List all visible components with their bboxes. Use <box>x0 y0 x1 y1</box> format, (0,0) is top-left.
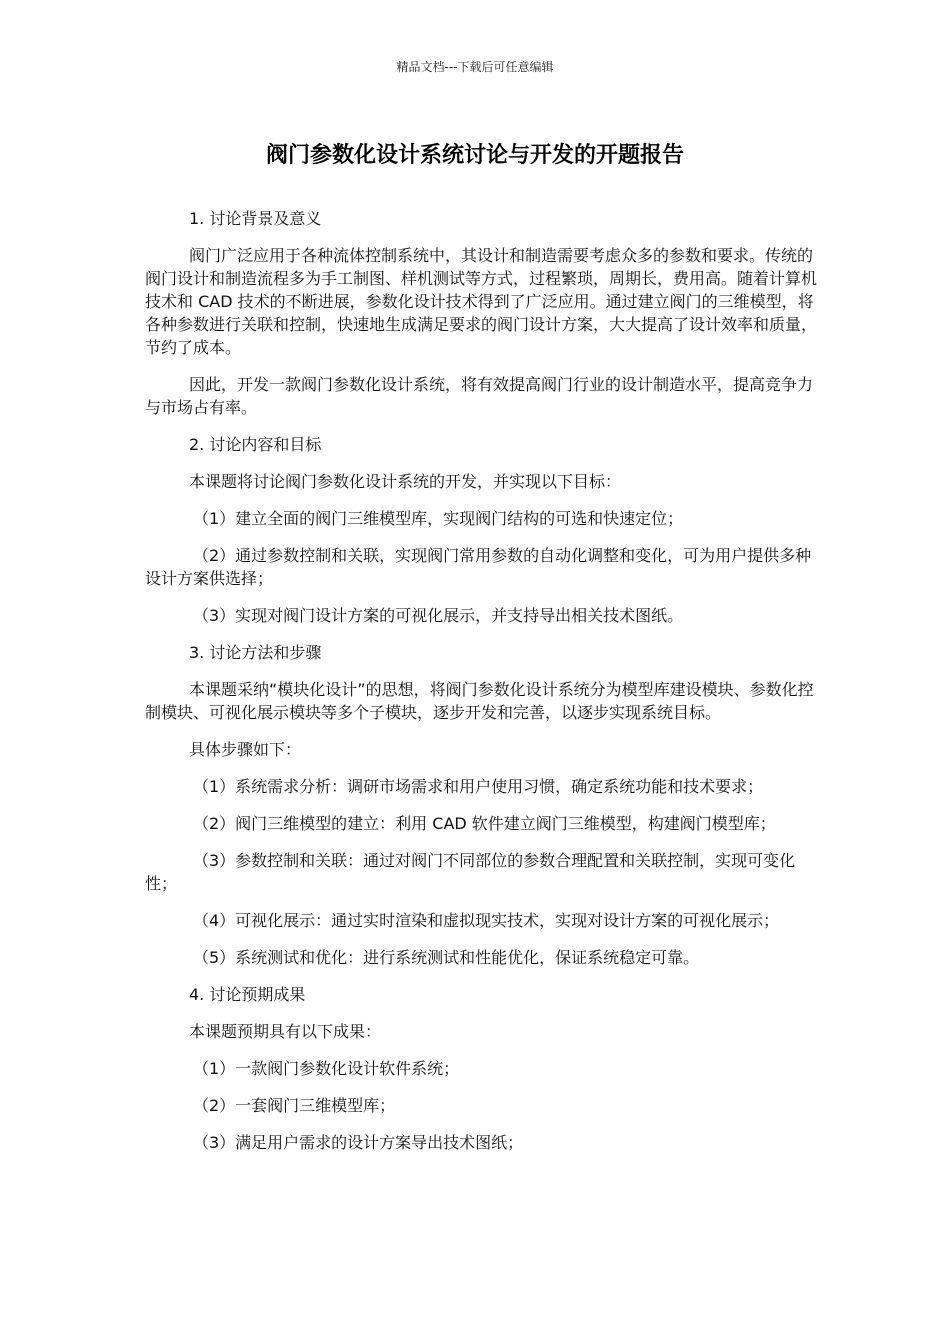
section-heading-1: 1. 讨论背景及意义 <box>189 209 322 228</box>
list-item: （1）一款阀门参数化设计软件系统； <box>193 1059 460 1078</box>
paragraph: 具体步骤如下： <box>189 740 302 759</box>
paragraph: 本课题采纳“模块化设计”的思想，将阀门参数化设计系统分为模型库建设模块、参数化控制模块、可视化展示模块等多个子模块，逐步开发和完善，以逐步实现系统目标。 <box>145 680 814 722</box>
section-heading-2: 2. 讨论内容和目标 <box>189 435 322 454</box>
list-item: （3）参数控制和关联：通过对阀门不同部位的参数合理配置和关联控制，实现可变化性； <box>145 851 796 893</box>
list-item: （1）系统需求分析：调研市场需求和用户使用习惯，确定系统功能和技术要求； <box>193 777 764 796</box>
list-item: （2）一套阀门三维模型库； <box>193 1096 396 1115</box>
document-title: 阀门参数化设计系统讨论与开发的开题报告 <box>265 143 684 168</box>
list-item: （4）可视化展示：通过实时渲染和虚拟现实技术，实现对设计方案的可视化展示； <box>193 911 780 930</box>
list-item: （3）实现对阀门设计方案的可视化展示，并支持导出相关技术图纸。 <box>193 606 684 625</box>
paragraph: 本课题预期具有以下成果： <box>189 1022 382 1041</box>
list-item: （2）阀门三维模型的建立：利用 CAD 软件建立阀门三维模型，构建阀门模型库； <box>193 814 776 833</box>
paragraph: 阀门广泛应用于各种流体控制系统中，其设计和制造需要考虑众多的参数和要求。传统的阀门设计和制造流程多为手工制图、样机测试等方式，过程繁琐，周期长，费用高。随着计算机技术和 CAD 技术的不断进展，参数化设计技术得到了广泛应用。通过建立阀门的三维模型，将各种参数进行关联和控制，快速地生成满足要求的阀门设计方案，大大提高了设计效率和质量，节约了成本。 <box>145 246 818 357</box>
list-item: （5）系统测试和优化：进行系统测试和性能优化，保证系统稳定可靠。 <box>193 948 700 967</box>
list-item: （2）通过参数控制和关联，实现阀门常用参数的自动化调整和变化，可为用户提供多种设计方案供选择； <box>145 546 812 588</box>
section-heading-4: 4. 讨论预期成果 <box>189 985 306 1004</box>
page-header: 精品文档---下载后可任意编辑 <box>396 60 554 74</box>
section-heading-3: 3. 讨论方法和步骤 <box>189 643 322 662</box>
list-item: （1）建立全面的阀门三维模型库，实现阀门结构的可选和快速定位； <box>193 509 684 528</box>
document-body <box>145 207 820 1168</box>
list-item: （3）满足用户需求的设计方案导出技术图纸； <box>193 1133 524 1152</box>
paragraph: 本课题将讨论阀门参数化设计系统的开发，并实现以下目标： <box>189 472 622 491</box>
paragraph: 因此，开发一款阀门参数化设计系统，将有效提高阀门行业的设计制造水平，提高竞争力与市场占有率。 <box>145 375 814 417</box>
